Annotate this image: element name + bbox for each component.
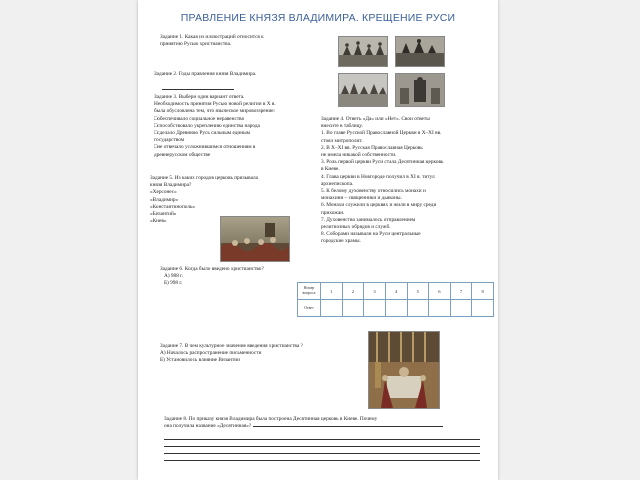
task-4-line: прихожан.: [321, 209, 345, 216]
task-3-line: государством: [154, 137, 185, 144]
task-4-line: 7. Духовенство занималось отправлением: [321, 216, 416, 223]
task-4: [321, 116, 443, 246]
table-row: [298, 300, 494, 317]
task-1: [160, 34, 264, 48]
task-7-option-a: А) Началось распространение письменности: [160, 350, 262, 357]
task-5-line: «Владимир»: [150, 196, 179, 203]
photo-prince-gathering: [395, 36, 445, 67]
task-8-line: [164, 423, 443, 430]
answer-cell[interactable]: [472, 300, 494, 317]
task-6-question: Задание 6. Когда было введено христианство?: [160, 266, 264, 272]
answer-line[interactable]: [164, 453, 480, 454]
table-number-cell: 1: [321, 283, 343, 300]
photo-river-baptism: [338, 73, 388, 107]
task-3: [154, 94, 276, 159]
photo-prince-throne: [395, 73, 445, 107]
answer-line: [162, 89, 234, 90]
table-header-cell: Ответ: [298, 300, 321, 317]
table-number-cell: 2: [342, 283, 364, 300]
photo-baptism-crowd: [338, 36, 388, 67]
task-4-line: 5. К белому духовенству относились монахи и: [321, 188, 426, 195]
answer-line[interactable]: [253, 426, 443, 427]
task-3-line: □обеспечивало социальное неравенство: [154, 115, 245, 122]
task-4-line: стоял митрополит.: [321, 137, 363, 144]
task-4-line: 1. Во главе Русской Православной Церкви в Х–ХI вв.: [321, 130, 442, 137]
answer-cell[interactable]: [342, 300, 364, 317]
task-5-line: «Херсонес»: [150, 189, 177, 196]
answer-line[interactable]: [164, 446, 480, 447]
table-header-cell: Номер вопроса: [298, 283, 321, 300]
task-2: [154, 71, 256, 78]
task-4-line: внесите в таблицу.: [321, 123, 363, 130]
task-5-line: «Константинополь»: [150, 203, 196, 210]
task-3-line: □способствовало укреплению единства народа: [154, 122, 260, 129]
table-number-cell: 3: [364, 283, 386, 300]
answer-line[interactable]: [164, 460, 480, 461]
task-7-question: Задание 7. В чем культурное значение введения христианства ?: [160, 343, 303, 349]
answer-cell[interactable]: [450, 300, 472, 317]
task-7-option-b: Б) Установилось влияние Византии: [160, 357, 240, 364]
page-title: ПРАВЛЕНИЕ КНЯЗЯ ВЛАДИМИРА. КРЕЩЕНИЕ РУСИ: [180, 12, 456, 24]
task-3-line: Необходимость принятия Русью новой религии в Х в.: [154, 101, 276, 108]
task-7: [160, 343, 303, 365]
task-3-line: Задание 3. Выбери один вариант ответа.: [154, 94, 245, 100]
task-1-line: принятию Русью христианства.: [160, 41, 232, 48]
task-4-line: 6. Монахи служили в церквях и жили в миру среди: [321, 202, 437, 209]
table-number-cell: 6: [429, 283, 451, 300]
task-4-line: 3. Роль первой церкви Руси стала Десятинная церковь: [321, 159, 444, 166]
task-6-option-a: А) 988 г.: [164, 273, 184, 280]
task-5-line: «Киев»: [150, 218, 167, 225]
task-6: [160, 266, 264, 288]
answer-table: [297, 282, 494, 317]
task-4-line: 2. В Х–ХI вв. Русская Православная Церковь: [321, 144, 423, 151]
task-8-line: Задание 8. По приказу князя Владимира была построена Десятинная церковь в Киеве. Почему: [164, 416, 378, 422]
painting-baptism-vladimir: [368, 331, 440, 409]
task-1-line: Задание 1. Какая из иллюстраций относится к: [160, 34, 264, 40]
task-3-line: □сделало Древнюю Русь сильным единым: [154, 130, 250, 137]
task-4-line: не имела никакой собственности.: [321, 152, 397, 159]
task-4-line: в Киеве.: [321, 166, 340, 173]
task-4-line: архиепископа.: [321, 180, 354, 187]
answer-cell[interactable]: [321, 300, 343, 317]
table-number-cell: 7: [450, 283, 472, 300]
answer-cell[interactable]: [364, 300, 386, 317]
table-row: [298, 283, 494, 300]
task-4-line: религиозных обрядов и служб.: [321, 224, 391, 231]
task-4-line: монахини – священники и дьяконы.: [321, 195, 402, 202]
table-number-cell: 8: [472, 283, 494, 300]
task-8: [164, 416, 443, 430]
task-4-line: Задание 4. Ответь «Да» или «Нет». Свои ответы: [321, 116, 430, 122]
task-8-text: она получила название «Десятинная»?: [164, 423, 252, 430]
task-3-line: □не отвечало усложнившимся отношениям в: [154, 144, 256, 151]
worksheet-page: [138, 0, 498, 480]
task-4-line: городские храмы.: [321, 238, 361, 245]
task-5-line: «Бизантий»: [150, 211, 177, 218]
task-6-option-b: Б) 998 г.: [164, 280, 183, 287]
answer-cell[interactable]: [407, 300, 429, 317]
task-3-line: была обусловлена тем, что языческое мировоззрение:: [154, 108, 276, 115]
answer-cell[interactable]: [429, 300, 451, 317]
answer-line[interactable]: [164, 439, 480, 440]
task-4-line: 4. Глава церкви в Новгороде получил в XI в. титул: [321, 173, 435, 180]
table-number-cell: 5: [407, 283, 429, 300]
table-number-cell: 4: [385, 283, 407, 300]
answer-cell[interactable]: [385, 300, 407, 317]
task-3-line: древнерусском обществе: [154, 151, 211, 158]
task-5-line: князя Владимира?: [150, 182, 192, 189]
task-4-line: 8. Соборами называли на Руси центральные: [321, 231, 421, 238]
task-2-text: Задание 2. Годы правления князя Владимира.: [154, 71, 257, 77]
painting-baptism-kievans: [220, 216, 290, 262]
task-5-line: Задание 5. Из каких городов церковь призывала: [150, 175, 258, 181]
